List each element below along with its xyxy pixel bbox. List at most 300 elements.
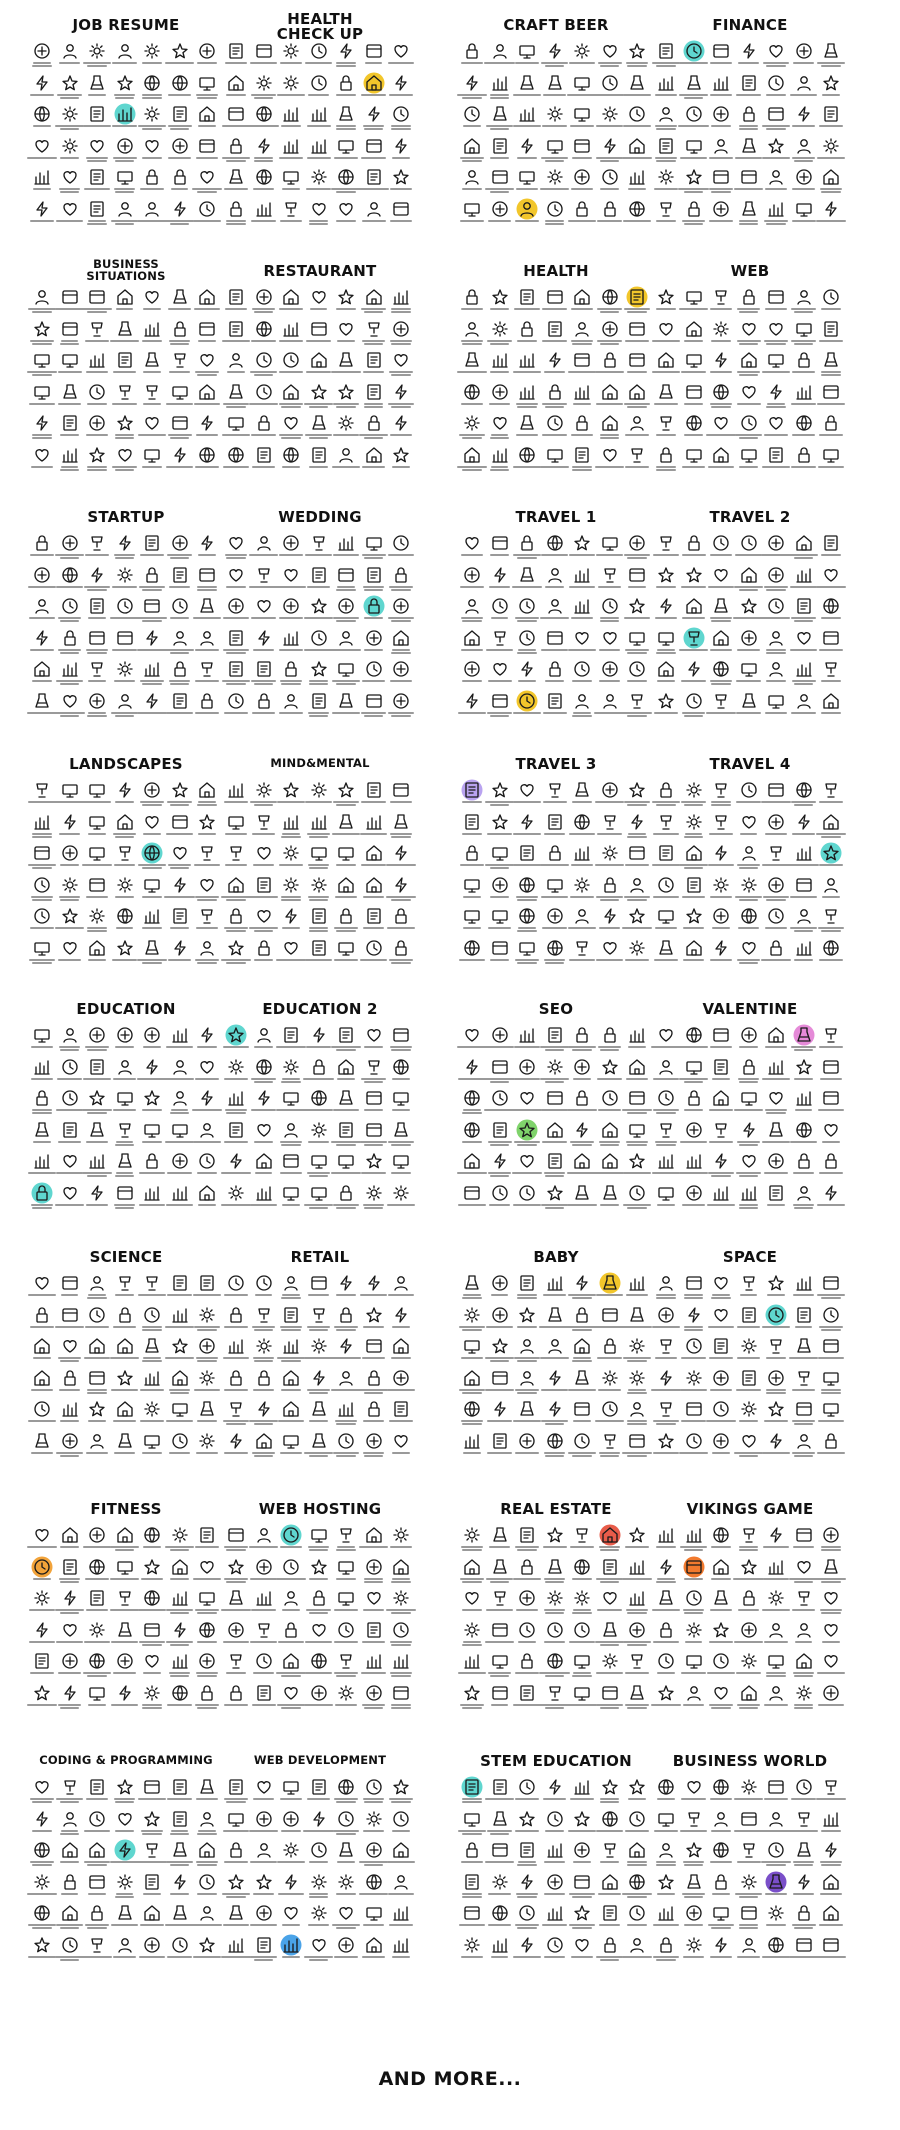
line-icon [310, 1589, 328, 1607]
pack-icon [195, 1184, 219, 1216]
pack-icon [195, 1337, 219, 1369]
pack-icon [737, 74, 761, 106]
line-icon [491, 1589, 509, 1607]
pack-icon [279, 1873, 303, 1905]
line-icon [518, 1841, 536, 1859]
line-icon [573, 105, 591, 123]
pack-icon [598, 74, 622, 106]
line-icon [767, 1152, 785, 1170]
line-icon [601, 1026, 619, 1044]
line-icon [546, 1558, 564, 1576]
pack-icon [654, 629, 678, 661]
line-icon [740, 200, 758, 218]
pack-icon [279, 1810, 303, 1842]
pack-icon [625, 1058, 649, 1090]
line-icon [61, 1621, 79, 1639]
line-icon [88, 1684, 106, 1702]
line-icon [33, 1058, 51, 1076]
pack-icon [515, 351, 539, 383]
pack-icon [252, 939, 276, 971]
line-icon [546, 1121, 564, 1139]
pack-icon [307, 660, 331, 692]
line-icon [33, 137, 51, 155]
line-icon [546, 597, 564, 615]
pack-icon [279, 168, 303, 200]
icon-pack-card [652, 1500, 848, 1720]
line-icon [282, 566, 300, 584]
pack-icon [460, 105, 484, 137]
line-icon [143, 414, 161, 432]
icon-caption [385, 801, 417, 806]
pack-icon [58, 288, 82, 320]
pack-icon [58, 660, 82, 692]
pack-icon [389, 1152, 413, 1184]
line-icon [628, 1121, 646, 1139]
pack-icon [654, 1152, 678, 1184]
pack-icon [819, 320, 843, 352]
pack-icon [168, 1337, 192, 1369]
pack-icon [334, 1058, 358, 1090]
line-icon [822, 1337, 840, 1355]
pack-icon [85, 1526, 109, 1558]
pack-icon [362, 200, 386, 232]
line-icon [310, 1841, 328, 1859]
icon-caption [815, 1078, 847, 1083]
line-icon [310, 1337, 328, 1355]
line-icon [573, 1778, 591, 1796]
line-icon [573, 692, 591, 710]
pack-icon [58, 1337, 82, 1369]
pack-icon [570, 288, 594, 320]
pack-icon [625, 1089, 649, 1121]
line-icon [255, 1936, 273, 1954]
line-icon [740, 781, 758, 799]
pack-icon [460, 534, 484, 566]
pack-icon [515, 168, 539, 200]
icon-caption [191, 1109, 223, 1114]
icon-caption [191, 1078, 223, 1083]
line-icon [33, 383, 51, 401]
pack-icon [140, 1089, 164, 1121]
line-icon [171, 1026, 189, 1044]
icon-caption [621, 1172, 653, 1177]
icon-pack-card [222, 1248, 418, 1468]
pack-icon [515, 1841, 539, 1873]
line-icon [491, 1337, 509, 1355]
pack-icon [334, 168, 358, 200]
pack-icon [654, 781, 678, 813]
pack-icon [682, 1526, 706, 1558]
pack-icon [570, 383, 594, 415]
icon-caption [191, 927, 223, 932]
line-icon [712, 1810, 730, 1828]
line-icon [518, 692, 536, 710]
pack-icon [362, 351, 386, 383]
pack-icon [792, 1936, 816, 1968]
pack-icon [224, 74, 248, 106]
pack-icon [737, 629, 761, 661]
icon-pack-card [458, 1752, 654, 1972]
line-icon [198, 1841, 216, 1859]
icon-caption [621, 1452, 653, 1457]
icon-caption [621, 1672, 653, 1677]
line-icon [392, 1841, 410, 1859]
line-icon [628, 200, 646, 218]
line-icon [601, 137, 619, 155]
pack-icon [140, 692, 164, 724]
pack-icon [515, 1337, 539, 1369]
pack-icon [195, 1810, 219, 1842]
pack-icon [224, 1558, 248, 1590]
line-icon [601, 1184, 619, 1202]
line-icon [171, 1306, 189, 1324]
icon-caption [385, 308, 417, 313]
pack-icon [709, 1274, 733, 1306]
line-icon [740, 1026, 758, 1044]
line-icon [61, 844, 79, 862]
line-icon [822, 1306, 840, 1324]
line-icon [227, 876, 245, 894]
pack-icon [709, 566, 733, 598]
pack-icon [709, 42, 733, 74]
line-icon [685, 383, 703, 401]
line-icon [255, 288, 273, 306]
line-icon [61, 1778, 79, 1796]
line-icon [61, 597, 79, 615]
line-icon [255, 1121, 273, 1139]
line-icon [310, 414, 328, 432]
icon-caption [385, 649, 417, 654]
line-icon [198, 566, 216, 584]
pack-icon [85, 1652, 109, 1684]
line-icon [822, 907, 840, 925]
line-icon [255, 1904, 273, 1922]
pack-icon [598, 1274, 622, 1306]
pack-icon [682, 1841, 706, 1873]
pack-icon [224, 1526, 248, 1558]
pack-icon [737, 844, 761, 876]
icon-caption [191, 680, 223, 685]
line-icon [116, 351, 134, 369]
pack-icon [140, 105, 164, 137]
pack-title: LANDSCAPES [69, 755, 183, 773]
pack-icon [625, 1873, 649, 1905]
line-icon [657, 876, 675, 894]
line-icon [795, 1306, 813, 1324]
pack-icon [764, 1810, 788, 1842]
pack-icon [140, 1337, 164, 1369]
line-icon [740, 692, 758, 710]
line-icon [657, 1558, 675, 1576]
line-icon [143, 1369, 161, 1387]
line-icon [310, 1652, 328, 1670]
pack-icon [30, 1400, 54, 1432]
pack-icon [515, 781, 539, 813]
line-icon [601, 1810, 619, 1828]
line-icon [628, 692, 646, 710]
line-icon [795, 813, 813, 831]
pack-icon [682, 1904, 706, 1936]
pack-icon [140, 1873, 164, 1905]
pack-icon [389, 629, 413, 661]
line-icon [116, 1684, 134, 1702]
pack-icon [515, 446, 539, 478]
pack-icon [598, 692, 622, 724]
icon-caption [385, 1109, 417, 1114]
pack-icon [30, 597, 54, 629]
line-icon [392, 137, 410, 155]
line-icon [116, 137, 134, 155]
pack-icon [279, 1558, 303, 1590]
pack-icon [252, 1558, 276, 1590]
line-icon [601, 939, 619, 957]
pack-icon [334, 320, 358, 352]
line-icon [740, 42, 758, 60]
pack-icon [625, 813, 649, 845]
line-icon [310, 1184, 328, 1202]
pack-icon [252, 1589, 276, 1621]
pack-icon [819, 1936, 843, 1968]
line-icon [740, 1526, 758, 1544]
line-icon [282, 534, 300, 552]
pack-icon [682, 781, 706, 813]
line-icon [143, 566, 161, 584]
pack-icon [30, 1810, 54, 1842]
pack-icon [307, 907, 331, 939]
pack-icon [252, 1058, 276, 1090]
line-icon [337, 1904, 355, 1922]
line-icon [227, 1152, 245, 1170]
line-icon [795, 320, 813, 338]
pack-icon [819, 1026, 843, 1058]
icon-caption [815, 1172, 847, 1177]
icon-pack-card [222, 262, 418, 482]
pack-icon [764, 1184, 788, 1216]
pack-icon [195, 629, 219, 661]
line-icon [33, 288, 51, 306]
icon-caption [191, 864, 223, 869]
pack-icon [543, 288, 567, 320]
line-icon [116, 1152, 134, 1170]
line-icon [657, 42, 675, 60]
line-icon [463, 446, 481, 464]
line-icon [740, 534, 758, 552]
pack-icon [58, 813, 82, 845]
pack-icon [488, 288, 512, 320]
line-icon [685, 1652, 703, 1670]
pack-icon [515, 844, 539, 876]
line-icon [116, 597, 134, 615]
line-icon [171, 1526, 189, 1544]
line-icon [463, 1184, 481, 1202]
pack-icon [764, 414, 788, 446]
line-icon [310, 1121, 328, 1139]
line-icon [198, 907, 216, 925]
pack-icon [543, 1058, 567, 1090]
line-icon [601, 1558, 619, 1576]
pack-icon [570, 1873, 594, 1905]
pack-icon [570, 813, 594, 845]
line-icon [198, 1904, 216, 1922]
pack-icon [792, 1026, 816, 1058]
pack-icon [279, 781, 303, 813]
pack-icon [30, 168, 54, 200]
line-icon [767, 200, 785, 218]
pack-icon [792, 1121, 816, 1153]
line-icon [518, 288, 536, 306]
pack-icon [819, 1058, 843, 1090]
line-icon [740, 1058, 758, 1076]
pack-icon [168, 844, 192, 876]
icon-caption [815, 1141, 847, 1146]
pack-icon [625, 1526, 649, 1558]
line-icon [712, 1306, 730, 1324]
line-icon [337, 74, 355, 92]
line-icon [463, 1904, 481, 1922]
line-icon [116, 1369, 134, 1387]
pack-icon [140, 844, 164, 876]
line-icon [61, 42, 79, 60]
line-icon [392, 1810, 410, 1828]
line-icon [227, 939, 245, 957]
line-icon [712, 383, 730, 401]
line-icon [143, 781, 161, 799]
pack-icon [819, 446, 843, 478]
pack-icon [389, 105, 413, 137]
icon-caption [385, 157, 417, 162]
pack-icon [543, 781, 567, 813]
icon-pack-card [28, 508, 224, 728]
pack-icon [682, 813, 706, 845]
pack-icon [654, 137, 678, 169]
line-icon [518, 1184, 536, 1202]
icon-caption [191, 434, 223, 439]
pack-icon [488, 383, 512, 415]
pack-icon [224, 288, 248, 320]
line-icon [33, 1400, 51, 1418]
line-icon [463, 1152, 481, 1170]
pack-icon [488, 446, 512, 478]
pack-icon [195, 1652, 219, 1684]
pack-icon [654, 1058, 678, 1090]
icon-pack-card [458, 1248, 654, 1468]
pack-icon [307, 1810, 331, 1842]
line-icon [365, 1589, 383, 1607]
icon-grid [30, 1026, 222, 1216]
line-icon [310, 383, 328, 401]
line-icon [282, 288, 300, 306]
line-icon [227, 844, 245, 862]
line-icon [685, 1778, 703, 1796]
line-icon [33, 105, 51, 123]
line-icon [198, 629, 216, 647]
pack-icon [682, 1306, 706, 1338]
pack-icon [654, 1873, 678, 1905]
line-icon [491, 383, 509, 401]
pack-icon [682, 1400, 706, 1432]
line-icon [310, 1369, 328, 1387]
line-icon [657, 1337, 675, 1355]
line-icon [822, 692, 840, 710]
line-icon [33, 660, 51, 678]
line-icon [365, 200, 383, 218]
pack-icon [30, 1184, 54, 1216]
line-icon [33, 1558, 51, 1576]
line-icon [61, 660, 79, 678]
icon-caption [385, 371, 417, 376]
line-icon [88, 1306, 106, 1324]
line-icon [255, 1400, 273, 1418]
pack-icon [224, 907, 248, 939]
pack-icon [195, 168, 219, 200]
pack-icon [543, 1369, 567, 1401]
line-icon [337, 105, 355, 123]
line-icon [116, 534, 134, 552]
line-icon [601, 1432, 619, 1450]
icon-caption [815, 1357, 847, 1362]
pack-icon [168, 1121, 192, 1153]
icon-caption [385, 1861, 417, 1866]
pack-icon [85, 1184, 109, 1216]
icon-caption [191, 712, 223, 717]
pack-icon [389, 1089, 413, 1121]
line-icon [310, 1558, 328, 1576]
line-icon [657, 1841, 675, 1859]
pack-icon [113, 1152, 137, 1184]
pack-icon [30, 137, 54, 169]
icon-pack-card [28, 257, 224, 482]
line-icon [491, 414, 509, 432]
pack-icon [792, 74, 816, 106]
pack-icon [252, 629, 276, 661]
pack-icon [764, 74, 788, 106]
pack-icon [570, 566, 594, 598]
pack-icon [709, 813, 733, 845]
pack-icon [543, 1873, 567, 1905]
pack-title: TRAVEL 3 [515, 755, 597, 773]
line-icon [601, 781, 619, 799]
pack-icon [168, 288, 192, 320]
pack-icon [195, 597, 219, 629]
line-icon [116, 781, 134, 799]
icon-caption [815, 554, 847, 559]
line-icon [337, 1432, 355, 1450]
line-icon [491, 1526, 509, 1544]
line-icon [628, 288, 646, 306]
line-icon [171, 566, 189, 584]
line-icon [61, 1121, 79, 1139]
line-icon [282, 320, 300, 338]
pack-icon [543, 844, 567, 876]
line-icon [227, 1621, 245, 1639]
line-icon [463, 42, 481, 60]
line-icon [628, 1589, 646, 1607]
pack-icon [140, 1558, 164, 1590]
line-icon [657, 534, 675, 552]
line-icon [255, 1026, 273, 1044]
pack-icon [195, 1058, 219, 1090]
line-icon [573, 1936, 591, 1954]
pack-icon [85, 939, 109, 971]
pack-icon [58, 876, 82, 908]
icon-caption [621, 188, 653, 193]
line-icon [491, 288, 509, 306]
icon-caption [191, 1452, 223, 1457]
pack-icon [543, 1089, 567, 1121]
icon-caption [191, 188, 223, 193]
pack-icon [764, 1841, 788, 1873]
line-icon [171, 876, 189, 894]
